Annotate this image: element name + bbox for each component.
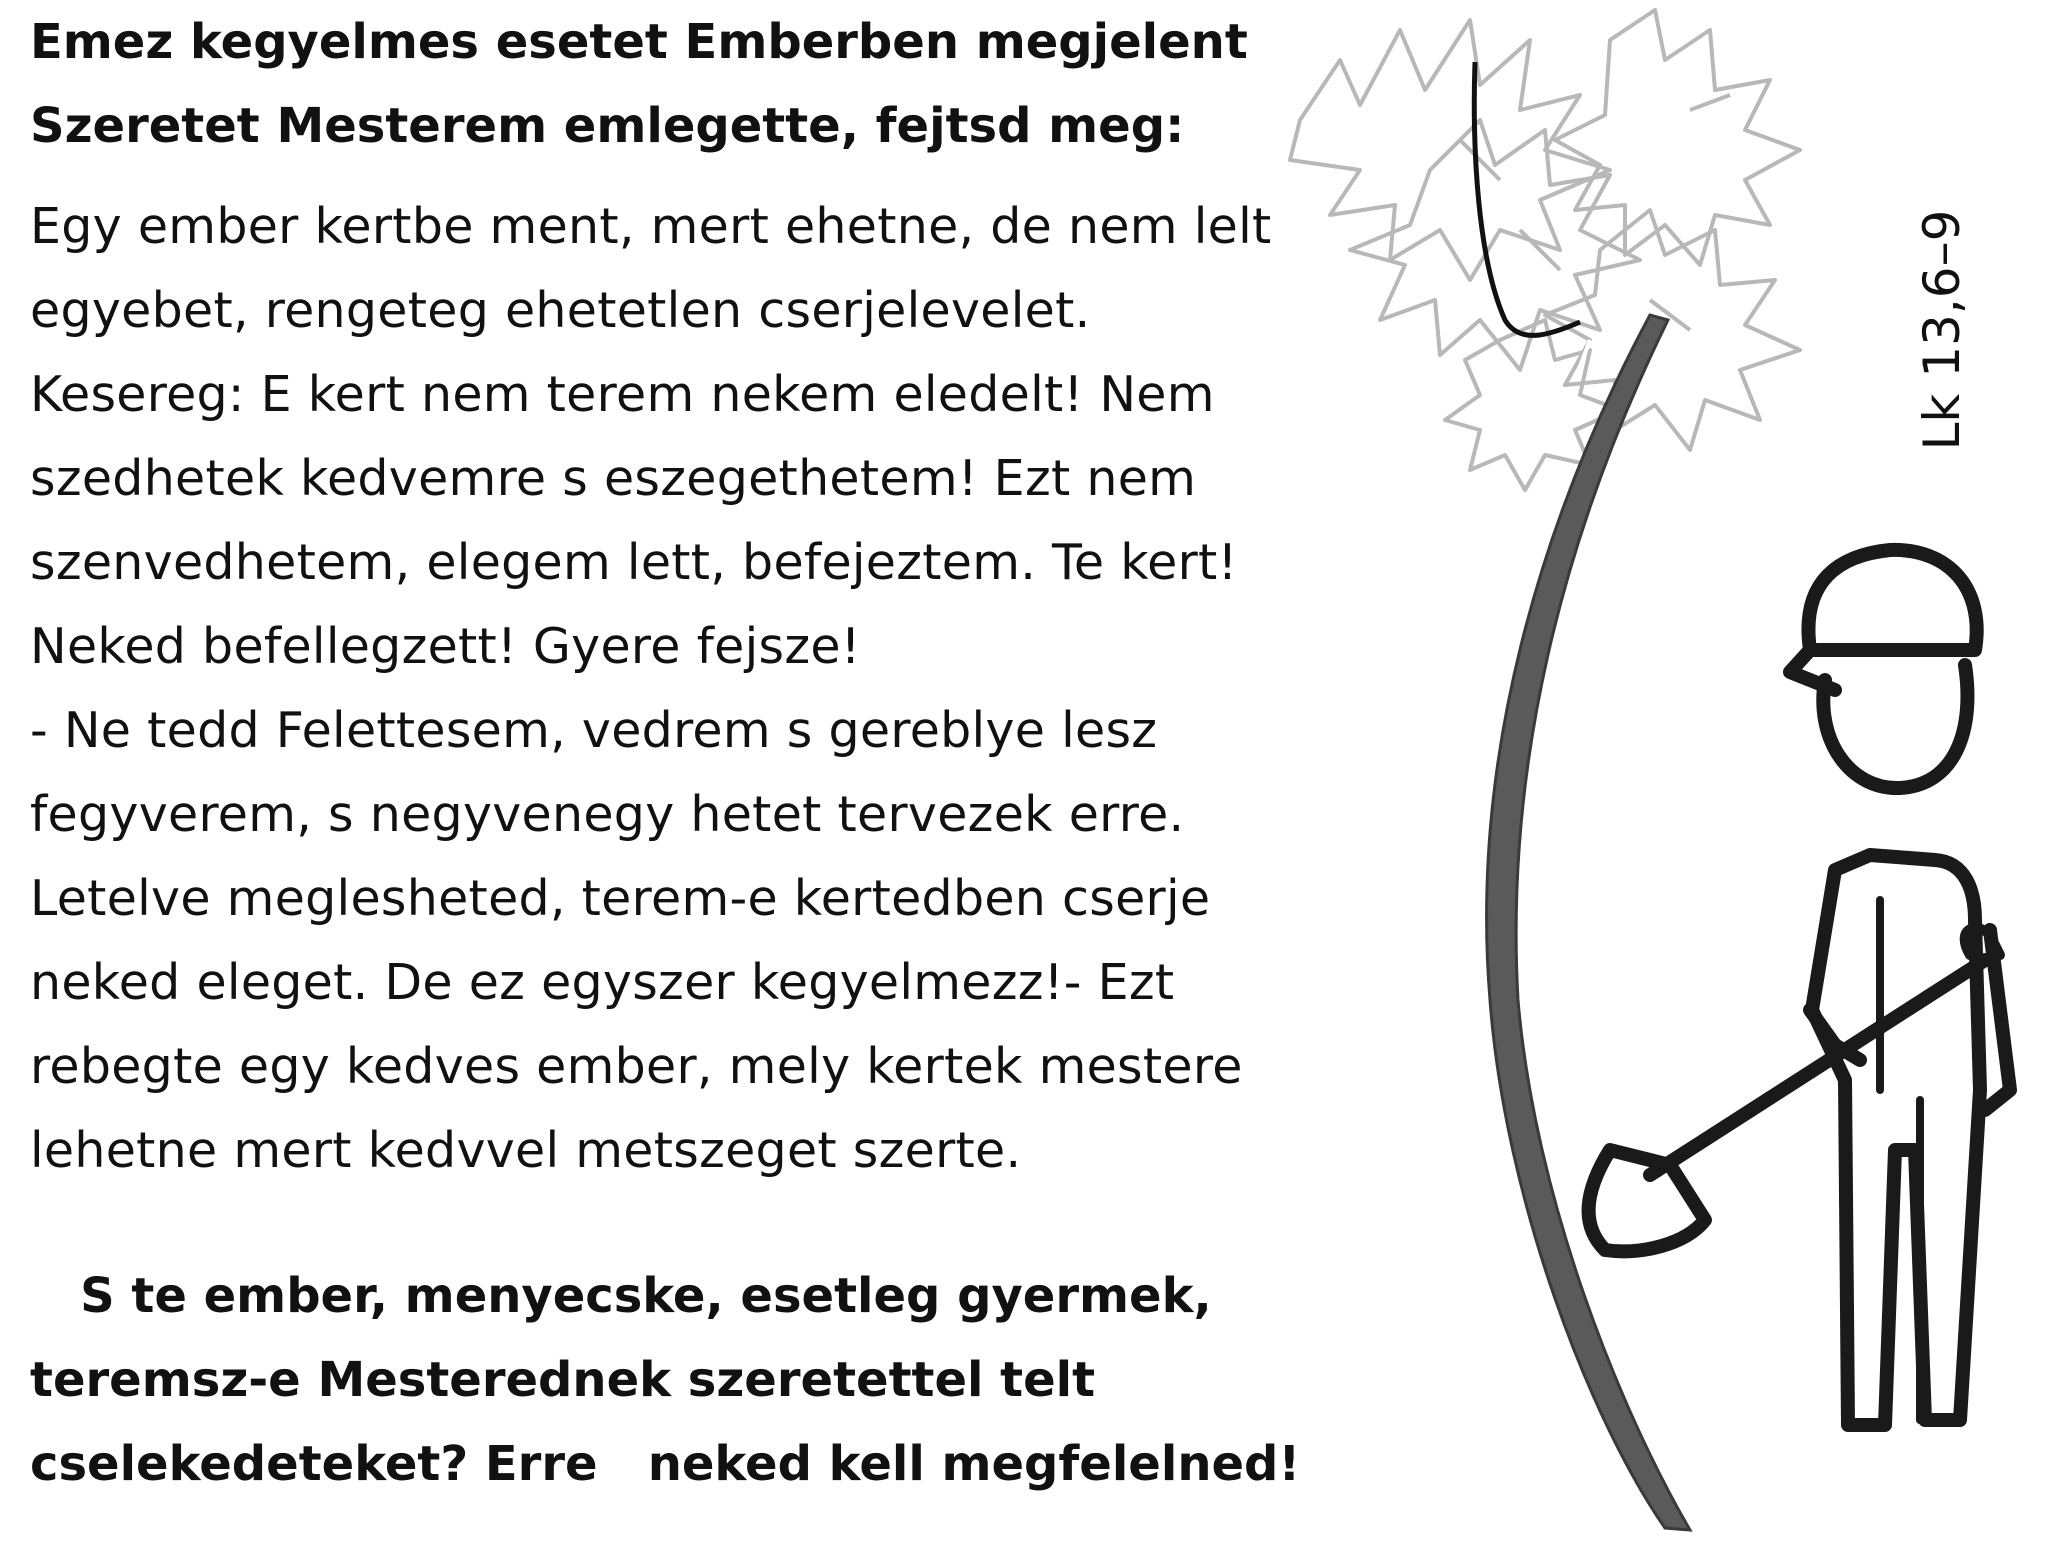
- leaf-stem-icon: [1474, 62, 1580, 335]
- poem-line: szenvedhetem, elegem lett, befejeztem. Te kert!: [30, 534, 1238, 591]
- closing-line: teremsz-e Mesterednek szeretettel telt: [30, 1352, 1096, 1408]
- poem-line: egyebet, rengeteg ehetetlen cserjelevelet.: [30, 282, 1091, 339]
- poem-line: Egy ember kertbe ment, mert ehetne, de nem lelt: [30, 198, 1272, 255]
- closing-line: cselekedeteket? Erre neked kell megfelelned!: [30, 1436, 1301, 1492]
- poem-line: szedhetek kedvemre s eszegethetem! Ezt nem: [30, 450, 1197, 507]
- fig-leaves-icon: [1290, 10, 1800, 490]
- closing-line: S te ember, menyecske, esetleg gyermek,: [30, 1268, 1212, 1324]
- poem-line: fegyverem, s negyvenegy hetet tervezek erre.: [30, 786, 1185, 843]
- poem-line: neked eleget. De ez egyszer kegyelmezz!- Ezt: [30, 954, 1175, 1011]
- gardener-with-shovel-icon: [1589, 550, 2010, 1425]
- heading: [30, 0, 1248, 168]
- closing-question: [30, 1254, 1300, 1506]
- poem-line: rebegte egy kedves ember, mely kertek mestere: [30, 1038, 1243, 1095]
- poem-body: [30, 185, 1272, 1193]
- poem-line: Letelve meglesheted, terem-e kertedben cserje: [30, 870, 1211, 927]
- heading-line: Emez kegyelmes esetet Emberben megjelent: [30, 14, 1248, 70]
- poem-line: Neked befellegzett! Gyere fejsze!: [30, 618, 861, 675]
- curved-tree-trunk-icon: [1487, 315, 1690, 1530]
- verse-reference-label: Lk 13,6–9: [1913, 209, 1971, 451]
- poem-line: lehetne mert kedvvel metszeget szerte.: [30, 1122, 1022, 1179]
- poem-line: Kesereg: E kert nem terem nekem eledelt! Nem: [30, 366, 1215, 423]
- poem-line: - Ne tedd Felettesem, vedrem s gereblye lesz: [30, 702, 1158, 759]
- heading-line: Szeretet Mesterem emlegette, fejtsd meg:: [30, 98, 1185, 154]
